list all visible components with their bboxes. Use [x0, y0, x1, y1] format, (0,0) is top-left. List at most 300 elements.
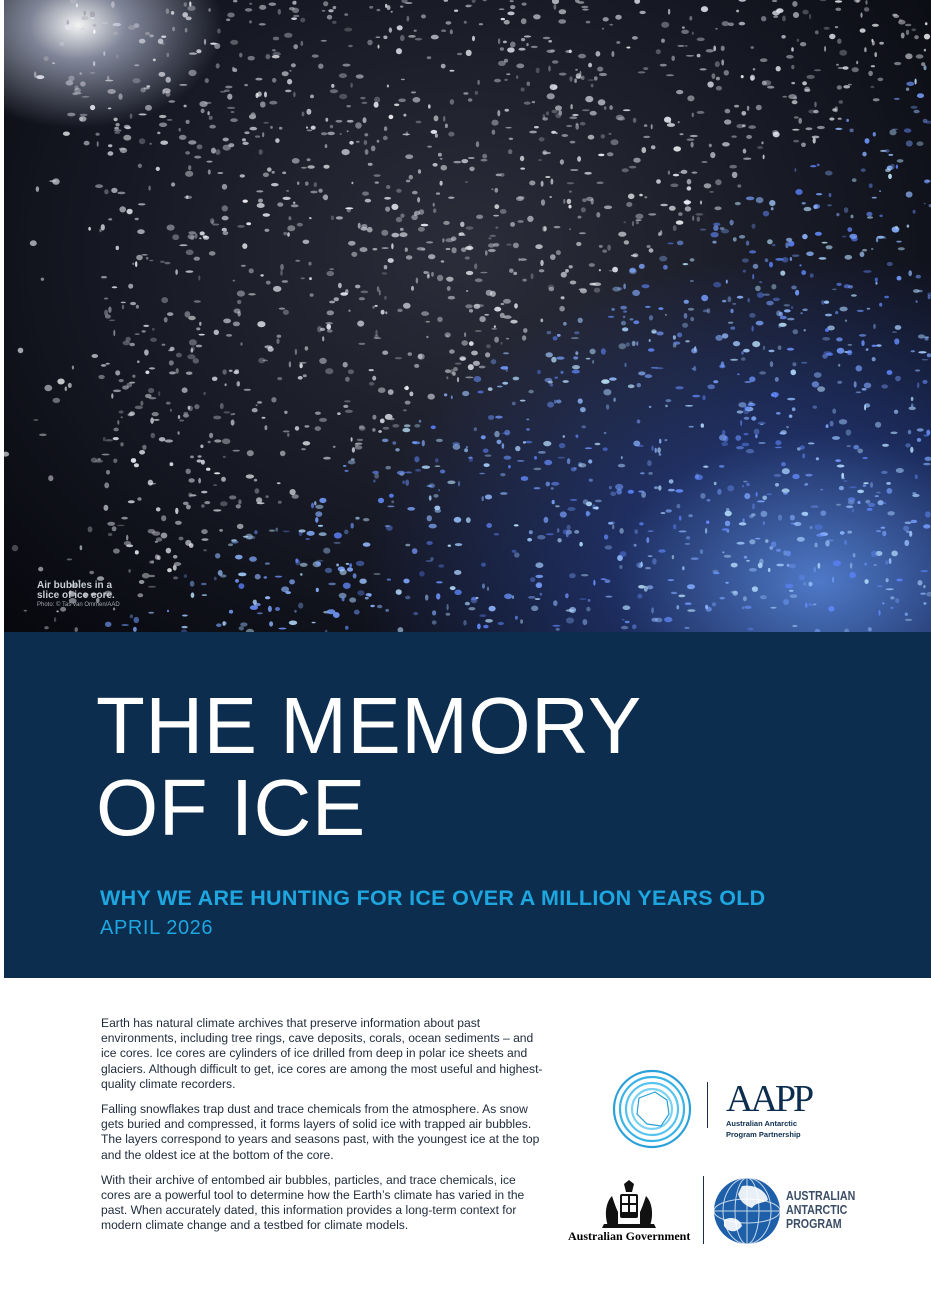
ice-bubble: [303, 240, 310, 244]
ice-bubble: [265, 425, 268, 430]
ice-bubble: [80, 545, 83, 550]
ice-bubble: [242, 142, 248, 145]
ice-bubble: [287, 79, 292, 85]
ice-bubble: [315, 517, 318, 523]
ice-bubble: [54, 617, 56, 622]
ice-bubble: [272, 171, 275, 174]
ice-bubble: [502, 382, 508, 385]
ice-bubble: [213, 509, 221, 511]
ice-bubble: [243, 536, 249, 538]
ice-bubble: [216, 623, 221, 627]
ice-bubble: [904, 540, 909, 546]
ice-bubble: [381, 230, 388, 236]
ice-bubble: [744, 556, 748, 559]
ice-bubble: [443, 221, 450, 225]
ice-bubble: [588, 459, 592, 463]
ice-bubble: [590, 111, 597, 116]
ice-bubble: [314, 501, 316, 505]
ice-bubble: [854, 0, 861, 3]
ice-bubble: [669, 206, 676, 211]
ice-bubble: [486, 344, 491, 348]
ice-bubble: [260, 101, 266, 107]
ice-bubble: [436, 581, 443, 583]
ice-bubble: [581, 425, 586, 428]
ice-bubble: [716, 86, 722, 91]
ice-bubble: [292, 158, 300, 164]
ice-bubble: [200, 445, 203, 449]
ice-bubble: [222, 184, 227, 190]
ice-bubble: [119, 410, 124, 413]
ice-bubble: [910, 447, 913, 453]
ice-bubble: [623, 605, 631, 610]
ice-bubble: [534, 126, 539, 128]
ice-bubble: [557, 528, 560, 533]
ice-bubble: [356, 141, 360, 143]
ice-bubble: [729, 165, 737, 169]
ice-bubble: [579, 232, 586, 234]
ice-bubble: [222, 228, 227, 232]
ice-bubble: [516, 75, 518, 78]
ice-bubble: [922, 380, 927, 384]
ice-bubble: [531, 273, 534, 279]
ice-bubble: [372, 415, 376, 420]
ice-bubble: [392, 424, 399, 428]
ice-bubble: [403, 409, 407, 411]
ice-bubble: [865, 138, 870, 144]
ice-bubble: [121, 624, 128, 626]
ice-bubble: [856, 365, 863, 371]
ice-bubble: [838, 118, 842, 120]
ice-bubble: [731, 135, 736, 137]
ice-bubble: [911, 397, 914, 401]
ice-bubble: [506, 73, 510, 75]
ice-bubble: [585, 96, 593, 102]
ice-bubble: [865, 0, 867, 4]
ice-bubble: [463, 620, 466, 626]
ice-bubble: [484, 314, 489, 316]
ice-bubble: [423, 271, 427, 274]
ice-bubble: [84, 11, 86, 16]
ice-bubble: [264, 92, 267, 98]
ice-bubble: [305, 346, 309, 350]
ice-bubble: [669, 122, 672, 124]
ice-bubble: [56, 610, 58, 612]
ice-bubble: [206, 161, 212, 163]
ice-bubble: [632, 624, 637, 629]
ice-bubble: [320, 328, 325, 331]
ice-bubble: [107, 522, 115, 526]
ice-bubble: [479, 473, 485, 475]
ice-bubble: [391, 243, 393, 249]
ice-bubble: [907, 225, 910, 228]
ice-bubble: [437, 275, 443, 281]
ice-bubble: [541, 199, 545, 205]
ice-bubble: [116, 123, 120, 127]
ice-bubble: [724, 555, 732, 558]
ice-bubble: [916, 275, 921, 279]
ice-bubble: [530, 577, 535, 582]
ice-bubble: [412, 191, 418, 195]
ice-bubble: [145, 371, 149, 375]
ice-bubble: [886, 578, 889, 582]
ice-bubble: [602, 28, 604, 30]
ice-bubble: [745, 606, 752, 609]
ice-bubble: [651, 124, 653, 129]
ice-bubble: [926, 430, 930, 436]
ice-bubble: [169, 360, 174, 365]
ice-bubble: [490, 235, 497, 237]
ice-bubble: [912, 28, 917, 31]
ice-bubble: [543, 441, 551, 446]
ice-bubble: [800, 312, 802, 314]
ice-bubble: [615, 484, 623, 490]
ice-bubble: [780, 271, 785, 276]
ice-bubble: [175, 269, 178, 275]
ice-bubble: [561, 371, 564, 374]
ice-bubble: [299, 363, 302, 368]
ice-bubble: [846, 429, 852, 435]
ice-bubble: [804, 329, 806, 331]
ice-bubble: [701, 161, 707, 163]
ice-bubble: [906, 30, 909, 35]
ice-bubble: [555, 113, 561, 118]
ice-bubble: [580, 122, 586, 126]
ice-bubble: [786, 55, 794, 59]
ice-bubble: [411, 91, 416, 93]
ice-bubble: [546, 352, 553, 357]
ice-bubble: [331, 84, 334, 88]
ice-bubble: [725, 582, 728, 584]
ice-bubble: [896, 241, 902, 243]
ice-bubble: [223, 231, 229, 235]
ice-bubble: [405, 596, 410, 600]
ice-bubble: [111, 1, 115, 7]
ice-bubble: [266, 281, 271, 285]
ice-bubble: [295, 426, 299, 431]
ice-bubble: [327, 132, 335, 136]
ice-bubble: [686, 536, 690, 539]
ice-bubble: [804, 87, 810, 92]
logo-divider: [707, 1082, 708, 1128]
ice-bubble: [536, 68, 540, 74]
ice-bubble: [841, 477, 844, 479]
ice-bubble: [414, 364, 419, 368]
ice-bubble: [292, 1, 296, 5]
ice-bubble: [186, 469, 191, 474]
ice-bubble: [852, 178, 857, 182]
ice-bubble: [206, 468, 210, 471]
ice-bubble: [824, 27, 830, 30]
ice-bubble: [284, 33, 292, 38]
ice-bubble: [190, 581, 195, 587]
ice-bubble: [567, 182, 574, 184]
ice-bubble: [559, 9, 567, 14]
ice-bubble: [633, 158, 640, 163]
ice-bubble: [161, 297, 168, 303]
ice-bubble: [669, 479, 674, 483]
ice-bubble: [606, 404, 609, 409]
ice-bubble: [357, 590, 364, 595]
ice-bubble: [730, 309, 733, 313]
ice-bubble: [391, 11, 393, 13]
ice-bubble: [517, 460, 525, 462]
ice-bubble: [111, 188, 117, 193]
ice-bubble: [93, 61, 95, 66]
ice-bubble: [353, 573, 357, 578]
ice-bubble: [469, 309, 473, 313]
ice-bubble: [407, 16, 410, 22]
ice-bubble: [697, 54, 701, 58]
ice-bubble: [349, 141, 354, 145]
ice-bubble: [431, 35, 439, 40]
ice-bubble: [535, 575, 543, 578]
ice-bubble: [186, 250, 194, 256]
ice-bubble: [400, 35, 405, 41]
ice-bubble: [887, 370, 893, 375]
ice-bubble: [741, 443, 749, 446]
ice-bubble: [345, 410, 353, 413]
ice-bubble: [385, 609, 389, 612]
ice-bubble: [885, 560, 888, 564]
ice-bubble: [866, 348, 869, 351]
ice-bubble: [343, 362, 348, 368]
ice-bubble: [367, 227, 373, 233]
ice-bubble: [155, 541, 158, 543]
ice-bubble: [80, 81, 86, 86]
ice-bubble: [690, 135, 698, 137]
ice-bubble: [400, 214, 404, 218]
ice-bubble: [182, 615, 188, 617]
ice-bubble: [134, 617, 140, 623]
ice-bubble: [588, 135, 595, 140]
ice-bubble: [219, 529, 223, 532]
ice-bubble: [97, 141, 99, 147]
ice-bubble: [639, 522, 643, 525]
ice-bubble: [431, 272, 434, 277]
ice-bubble: [330, 125, 333, 129]
ice-bubble: [780, 316, 787, 319]
subtitle: WHY WE ARE HUNTING FOR ICE OVER A MILLION YEARS OLD: [100, 886, 766, 910]
ice-bubble: [217, 172, 223, 174]
ice-bubble: [67, 113, 75, 117]
ice-bubble: [421, 14, 426, 18]
ice-bubble: [549, 287, 555, 292]
ice-bubble: [468, 157, 475, 159]
ice-bubble: [343, 583, 351, 589]
ice-bubble: [465, 256, 470, 259]
ice-bubble: [551, 131, 556, 134]
ice-bubble: [512, 595, 514, 599]
ice-bubble: [743, 596, 747, 601]
ice-bubble: [608, 522, 613, 525]
ice-bubble: [744, 417, 750, 420]
ice-bubble: [104, 310, 108, 316]
ice-bubble: [556, 628, 560, 631]
ice-bubble: [138, 113, 146, 115]
ice-bubble: [550, 84, 554, 90]
ice-bubble: [175, 508, 178, 514]
ice-bubble: [839, 486, 844, 490]
ice-bubble: [440, 181, 443, 186]
ice-bubble: [541, 181, 544, 187]
ice-bubble: [845, 255, 853, 260]
ice-bubble: [216, 63, 220, 68]
ice-bubble: [791, 82, 795, 84]
ice-bubble: [506, 338, 509, 340]
ice-bubble: [751, 76, 754, 81]
ice-bubble: [844, 207, 848, 213]
ice-bubble: [709, 144, 712, 148]
ice-bubble: [99, 229, 101, 232]
ice-bubble: [93, 24, 97, 27]
ice-bubble: [728, 296, 732, 302]
ice-bubble: [156, 507, 161, 511]
ice-bubble: [101, 276, 107, 279]
ice-bubble: [701, 423, 704, 427]
ice-bubble: [618, 232, 626, 237]
ice-bubble: [108, 108, 112, 110]
ice-bubble: [453, 161, 461, 163]
ice-bubble: [569, 116, 577, 119]
ice-bubble: [806, 252, 814, 257]
ice-bubble: [901, 33, 905, 39]
ice-bubble: [816, 534, 824, 537]
ice-bubble: [179, 128, 181, 132]
ice-bubble: [188, 406, 193, 412]
ice-bubble: [609, 486, 612, 490]
ice-bubble: [188, 165, 191, 170]
ice-bubble: [808, 442, 815, 444]
ice-bubble: [860, 12, 862, 17]
ice-bubble: [286, 190, 289, 192]
ice-bubble: [436, 192, 440, 194]
ice-bubble: [179, 84, 187, 86]
ice-bubble: [730, 220, 734, 226]
ice-bubble: [824, 301, 829, 304]
ice-bubble: [422, 440, 425, 446]
ice-bubble: [905, 522, 912, 525]
ice-bubble: [822, 354, 827, 359]
ice-bubble: [883, 502, 887, 504]
ice-bubble: [719, 465, 725, 468]
ice-bubble: [255, 488, 260, 493]
ice-bubble: [623, 109, 631, 111]
ice-bubble: [817, 126, 825, 129]
ice-bubble: [240, 622, 247, 626]
ice-bubble: [502, 443, 505, 449]
ice-bubble: [451, 236, 457, 241]
ice-bubble: [826, 245, 833, 249]
ice-bubble: [665, 405, 668, 408]
ice-bubble: [513, 377, 520, 381]
ice-bubble: [843, 66, 849, 70]
ice-bubble: [387, 85, 389, 88]
ice-bubble: [915, 79, 917, 85]
ice-bubble: [516, 64, 524, 69]
ice-bubble: [438, 153, 442, 157]
ice-bubble: [178, 431, 180, 434]
ice-bubble: [498, 622, 504, 625]
ice-bubble: [149, 34, 153, 37]
ice-bubble: [365, 199, 371, 203]
ice-bubble: [303, 441, 311, 445]
ice-bubble: [535, 244, 542, 249]
ice-bubble: [563, 435, 565, 438]
ice-bubble: [148, 480, 153, 486]
ice-bubble: [282, 71, 289, 76]
ice-bubble: [88, 227, 91, 231]
ice-bubble: [396, 48, 402, 54]
ice-bubble: [506, 244, 511, 246]
ice-bubble: [848, 84, 852, 86]
ice-bubble: [438, 564, 444, 568]
ice-bubble: [808, 582, 812, 587]
ice-bubble: [611, 139, 619, 145]
ice-bubble: [761, 141, 763, 144]
ice-bubble: [319, 498, 326, 503]
ice-bubble: [204, 39, 206, 45]
ice-bubble: [109, 320, 115, 322]
ice-bubble: [634, 529, 638, 534]
ice-bubble: [347, 120, 354, 123]
ice-bubble: [526, 419, 529, 421]
ice-bubble: [411, 286, 414, 291]
ice-bubble: [451, 395, 453, 399]
ice-bubble: [648, 348, 655, 352]
ice-bubble: [691, 557, 699, 560]
ice-bubble: [263, 213, 270, 216]
ice-bubble: [145, 32, 150, 35]
ice-bubble: [782, 488, 790, 493]
ice-bubble: [214, 330, 219, 335]
ice-bubble: [396, 217, 402, 222]
ice-bubble: [697, 217, 701, 222]
ice-bubble: [447, 286, 451, 291]
ice-bubble: [407, 507, 415, 511]
ice-bubble: [873, 132, 876, 136]
ice-bubble: [108, 218, 112, 220]
ice-bubble: [582, 9, 589, 11]
ice-bubble: [518, 258, 520, 261]
ice-bubble: [802, 234, 808, 239]
ice-bubble: [741, 75, 744, 78]
ice-bubble: [556, 250, 561, 255]
ice-bubble: [684, 300, 689, 304]
ice-bubble: [184, 196, 192, 199]
ice-bubble: [531, 46, 538, 48]
ice-bubble: [865, 500, 870, 504]
ice-bubble: [629, 166, 637, 169]
ice-bubble: [222, 369, 226, 374]
ice-bubble: [622, 168, 629, 172]
ice-bubble: [730, 359, 738, 361]
ice-bubble: [340, 133, 342, 135]
ice-bubble: [188, 231, 196, 234]
ice-bubble: [142, 330, 146, 332]
ice-bubble: [129, 411, 135, 415]
ice-bubble: [503, 352, 509, 354]
ice-bubble: [583, 619, 588, 625]
ice-bubble: [502, 432, 509, 434]
ice-bubble: [186, 120, 190, 124]
ice-bubble: [668, 489, 675, 492]
ice-bubble: [864, 47, 866, 52]
ice-bubble: [832, 577, 834, 583]
ice-bubble: [153, 59, 156, 62]
ice-bubble: [801, 512, 808, 516]
ice-bubble: [894, 410, 898, 414]
ice-bubble: [676, 220, 684, 224]
